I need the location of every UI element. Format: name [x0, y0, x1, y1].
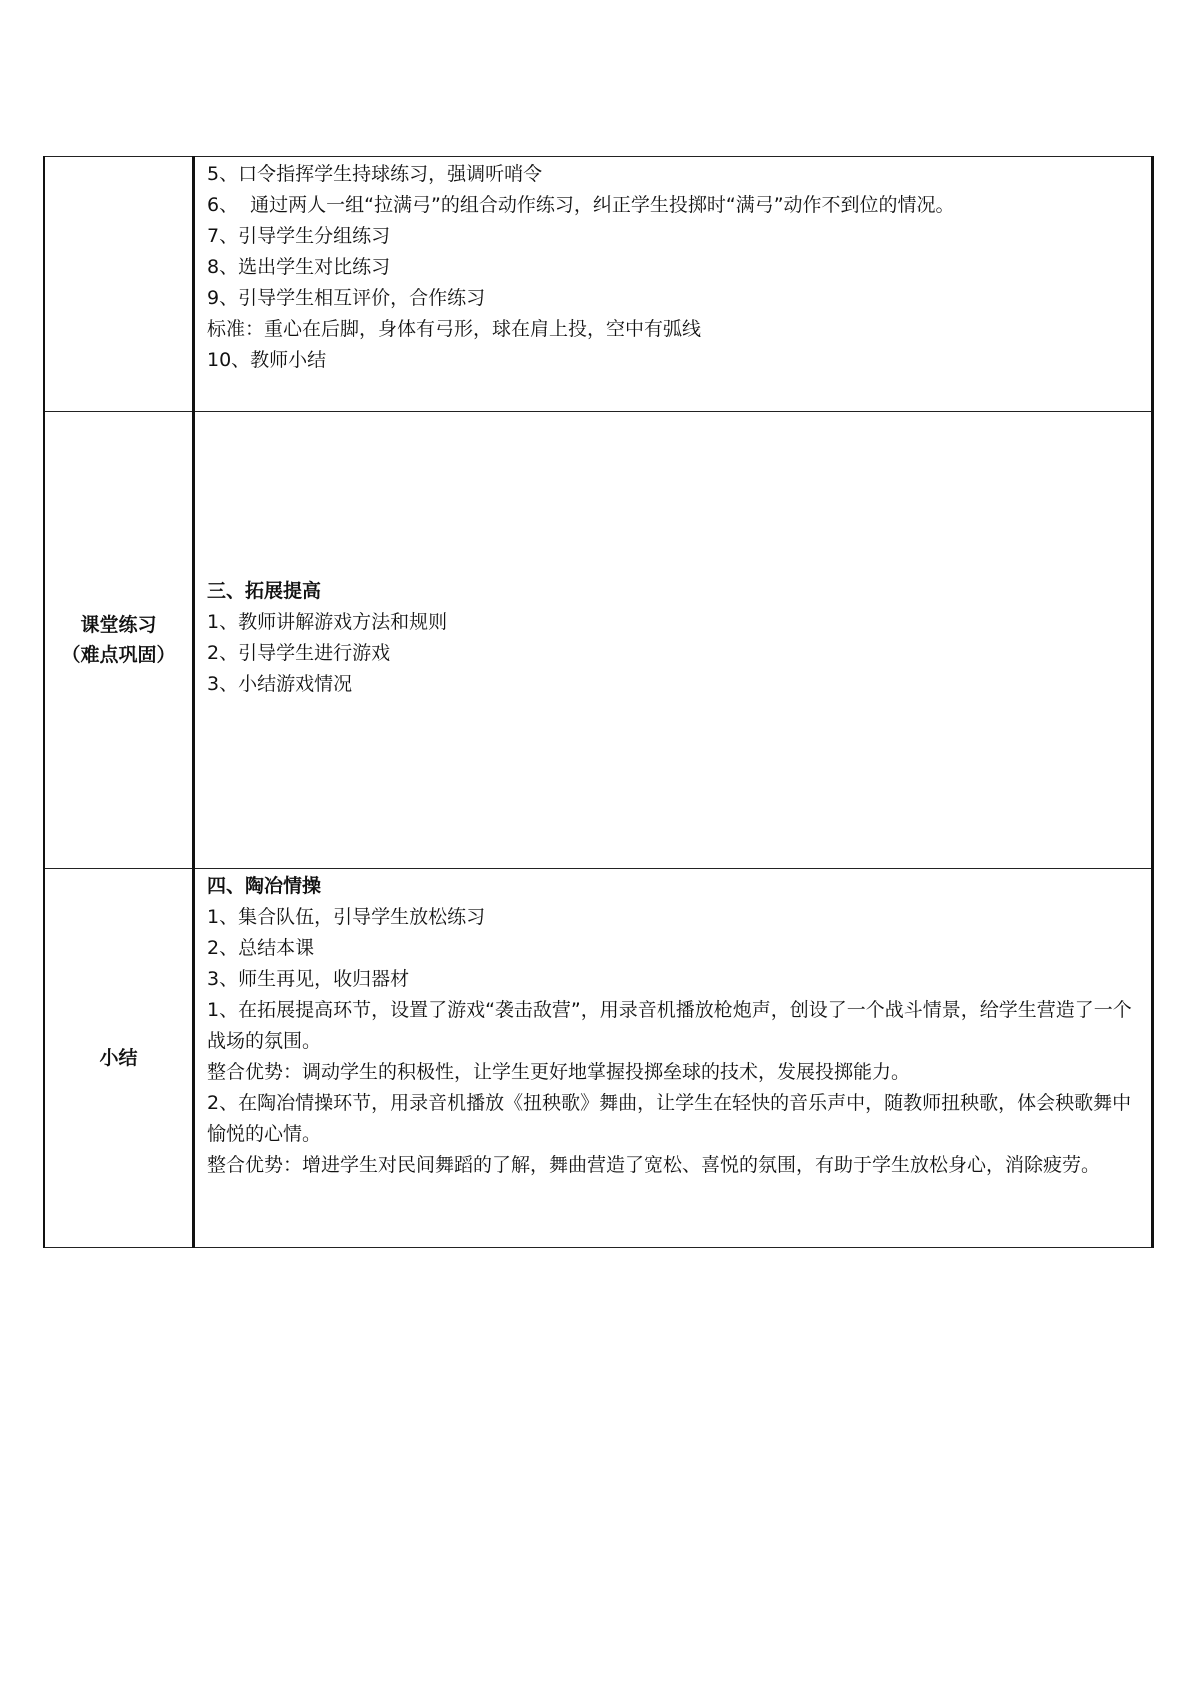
content-line: 2、在陶冶情操环节，用录音机播放《扭秧歌》舞曲，让学生在轻快的音乐声中，随教师扭秧歌，体会秧歌舞中愉悦的心情。 [207, 1092, 1132, 1145]
content-line: 3、小结游戏情况 [207, 673, 353, 695]
table-row-teaching-steps [44, 157, 1153, 412]
content-line: 标准：重心在后脚，身体有弓形，球在肩上投，空中有弧线 [207, 318, 702, 340]
row-label-cell [44, 869, 194, 1248]
content-line: 10、教师小结 [207, 349, 327, 371]
content-line: 1、在拓展提高环节，设置了游戏“袭击敌营”，用录音机播放枪炮声，创设了一个战斗情景，给学生营造了一个战场的氛围。 [207, 999, 1132, 1052]
row-content-cell [194, 412, 1153, 869]
table-row-classroom-practice [44, 412, 1153, 869]
section-heading: 四、陶冶情操 [207, 875, 322, 897]
content-line: 7、引导学生分组练习 [207, 225, 391, 247]
content-line: 1、集合队伍，引导学生放松练习 [207, 906, 486, 928]
content-line: 整合优势：调动学生的积极性，让学生更好地掌握投掷垒球的技术，发展投掷能力。 [207, 1061, 911, 1083]
row-label-cell [44, 412, 194, 869]
content-line: 整合优势：增进学生对民间舞蹈的了解，舞曲营造了宽松、喜悦的氛围，有助于学生放松身心，消除疲劳。 [207, 1154, 1101, 1176]
table-row-summary [44, 869, 1153, 1248]
content-line: 6、 通过两人一组“拉满弓”的组合动作练习，纠正学生投掷时“满弓”动作不到位的情况。 [207, 194, 955, 216]
row-content-cell [194, 869, 1153, 1248]
content-line: 8、选出学生对比练习 [207, 256, 391, 278]
row-content-cell [194, 157, 1153, 412]
content-line: 2、引导学生进行游戏 [207, 642, 391, 664]
content-line: 9、引导学生相互评价，合作练习 [207, 287, 486, 309]
section-heading: 三、拓展提高 [207, 580, 322, 602]
row-label: 课堂练习 [80, 614, 157, 636]
content-line: 2、总结本课 [207, 937, 315, 959]
row-label: 小结 [99, 1047, 138, 1069]
row-label-cell [44, 157, 194, 412]
content-line: 3、师生再见，收归器材 [207, 968, 410, 990]
lesson-plan-table [43, 156, 1154, 1248]
content-line: 1、教师讲解游戏方法和规则 [207, 611, 448, 633]
content-line: 5、口令指挥学生持球练习，强调听哨令 [207, 163, 543, 185]
row-sublabel: （难点巩固） [61, 644, 176, 666]
